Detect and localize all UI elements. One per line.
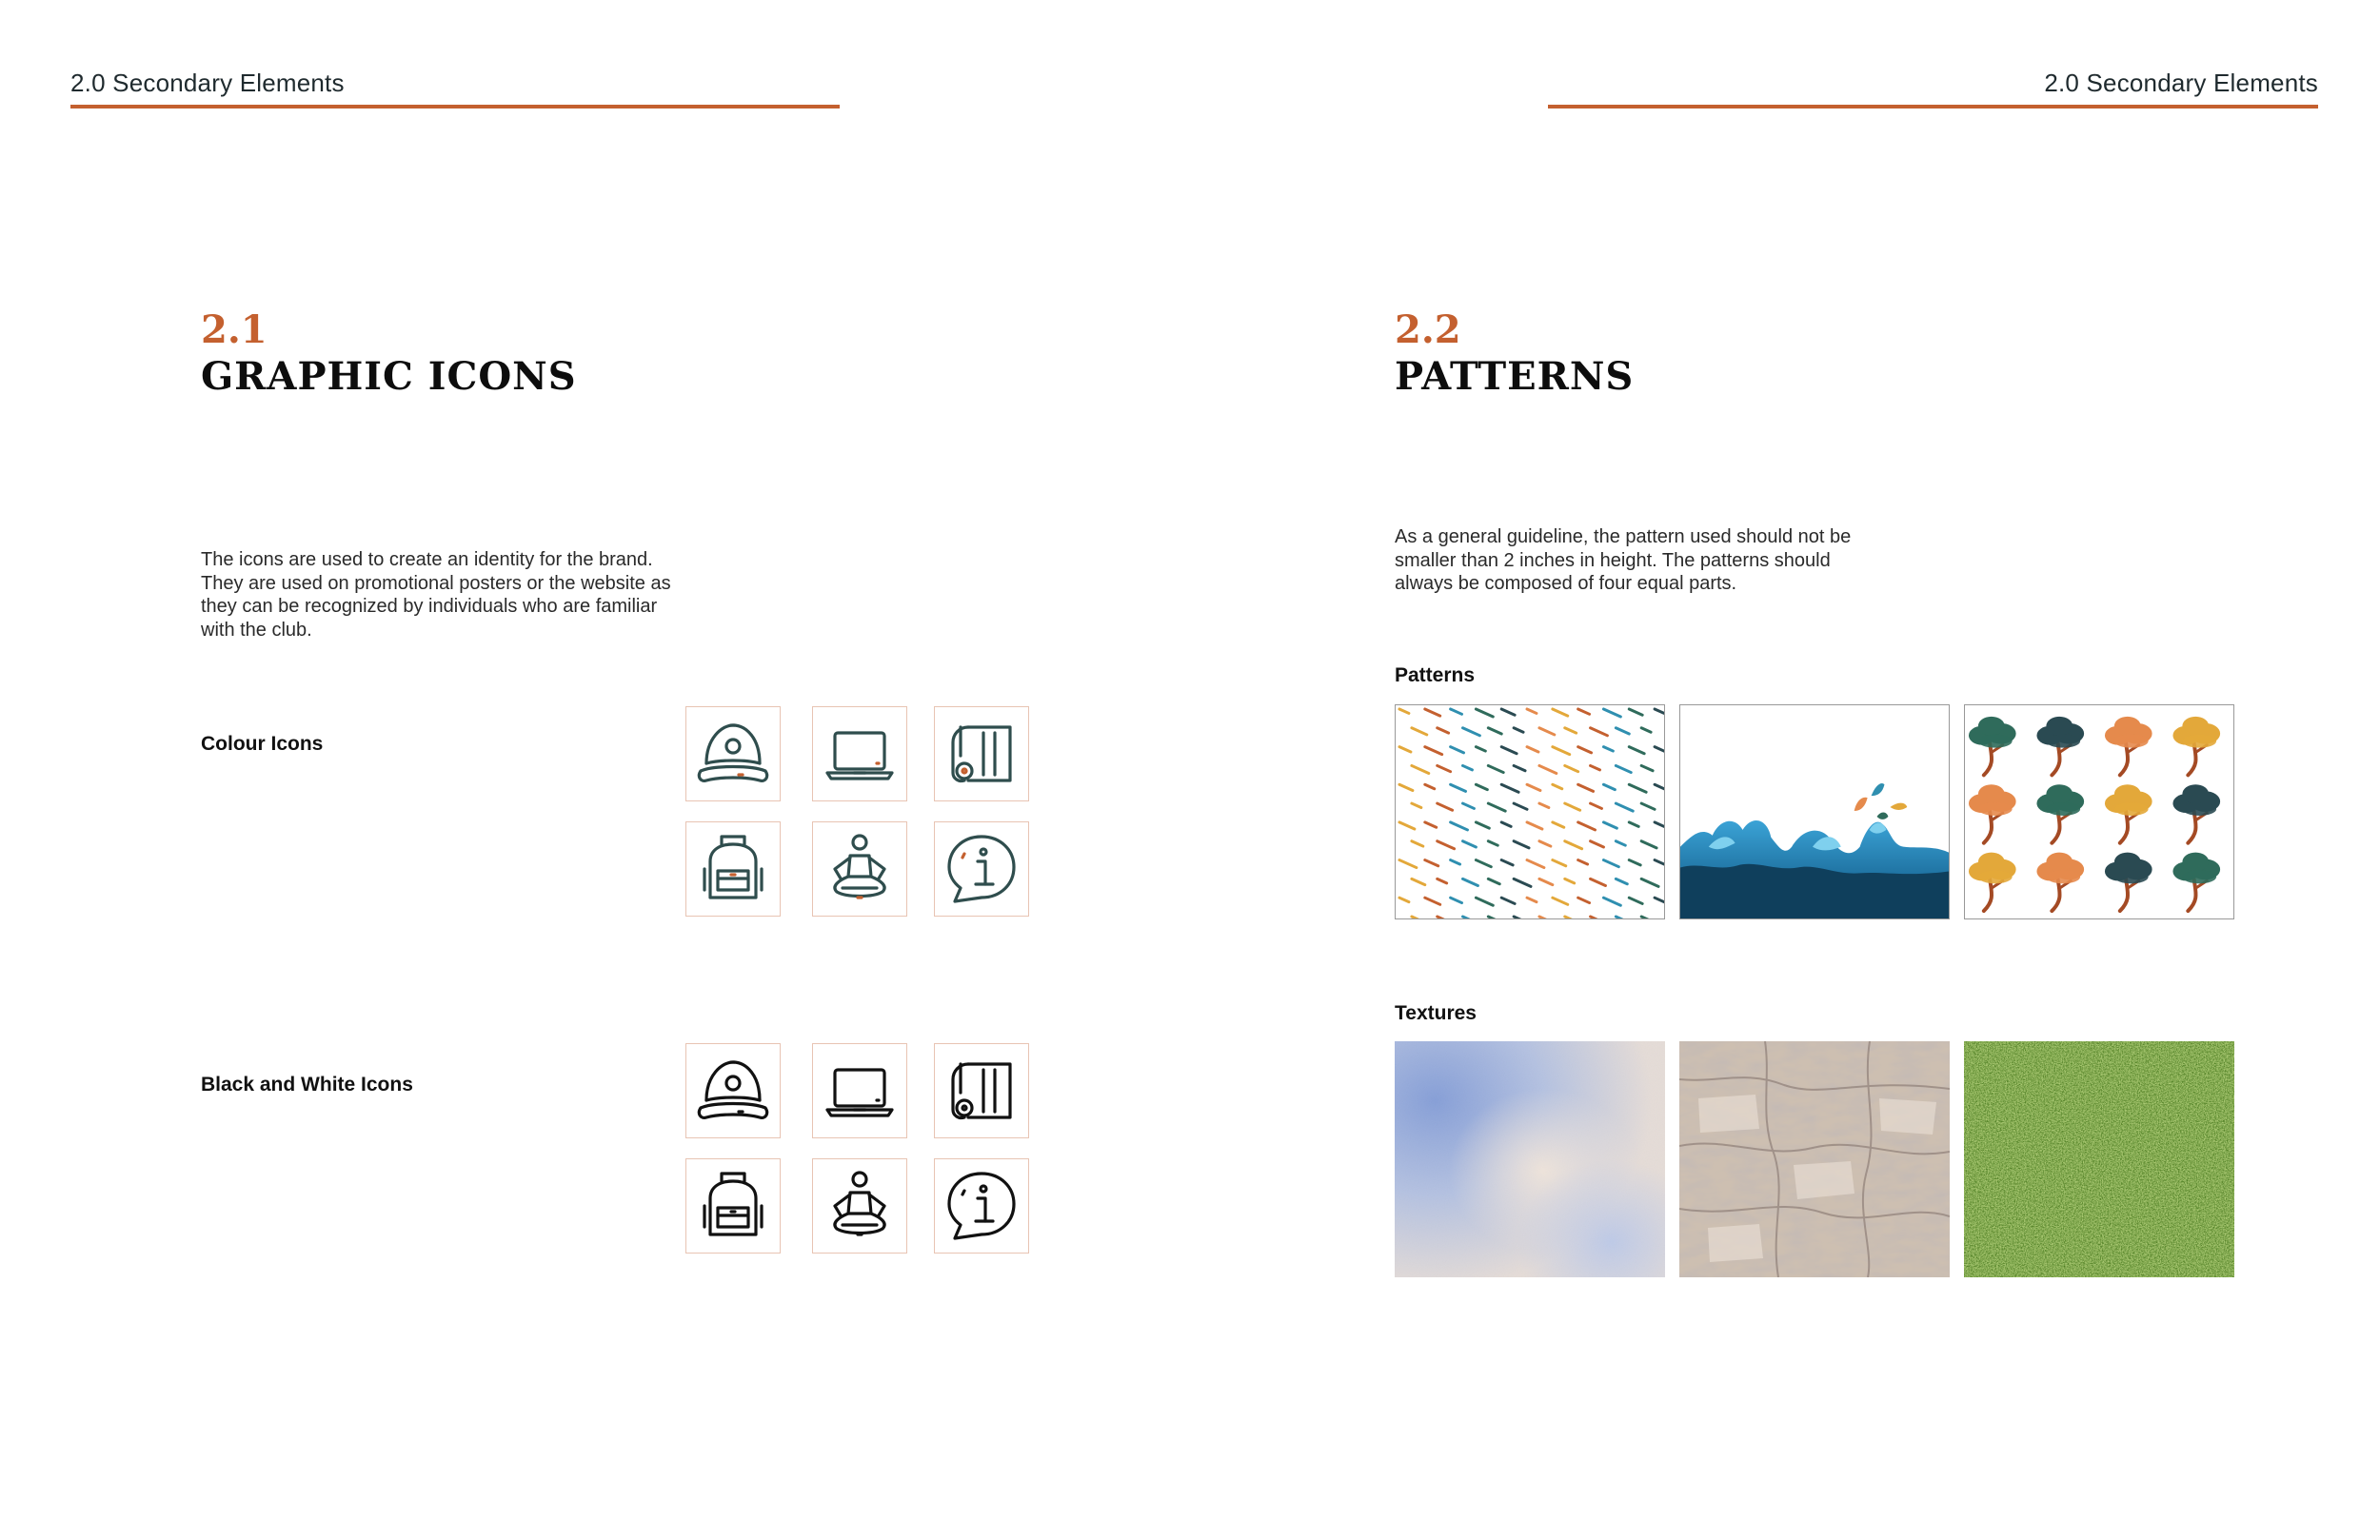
bw-info-bubble-icon bbox=[934, 1158, 1029, 1254]
cap-icon bbox=[693, 1051, 773, 1131]
textures-label: Textures bbox=[1395, 1002, 1477, 1024]
blue-gradient-texture bbox=[1395, 1041, 1665, 1277]
cracked-paint-texture bbox=[1679, 1041, 1950, 1277]
yoga-mat-icon bbox=[942, 1051, 1021, 1131]
meditation-icon bbox=[820, 829, 900, 909]
bw-yoga-mat-icon bbox=[934, 1043, 1029, 1138]
cap-icon bbox=[693, 714, 773, 794]
running-head-right: 2.0 Secondary Elements bbox=[2044, 69, 2318, 97]
yoga-mat-icon bbox=[942, 714, 1021, 794]
section-title-icons: GRAPHIC ICONS bbox=[201, 354, 577, 399]
info-bubble-icon bbox=[942, 829, 1021, 909]
backpack-icon bbox=[693, 829, 773, 909]
bw-laptop-icon bbox=[812, 1043, 907, 1138]
header-rule-left bbox=[70, 105, 840, 109]
patterns-label: Patterns bbox=[1395, 664, 1476, 686]
colour-meditation-icon bbox=[812, 821, 907, 917]
section-number-icons: 2.1 bbox=[201, 307, 268, 352]
icons-description: The icons are used to create an identity for the brand. They are used on promotional posters or the website as they can be recognized by individuals who are familiar with the club. bbox=[201, 549, 671, 641]
colour-backpack-icon bbox=[685, 821, 781, 917]
bw-icons-label: Black and White Icons bbox=[201, 1074, 413, 1096]
bw-meditation-icon bbox=[812, 1158, 907, 1254]
laptop-icon bbox=[820, 1051, 900, 1131]
patterns-description: As a general guideline, the pattern used should not be smaller than 2 inches in height. The patterns should always be composed of four equal parts. bbox=[1395, 526, 1852, 594]
wave-splash-pattern bbox=[1679, 704, 1950, 919]
info-bubble-icon bbox=[942, 1166, 1021, 1246]
bw-backpack-icon bbox=[685, 1158, 781, 1254]
colour-info-bubble-icon bbox=[934, 821, 1029, 917]
grass-texture bbox=[1964, 1041, 2234, 1277]
backpack-icon bbox=[693, 1166, 773, 1246]
confetti-dash-pattern bbox=[1395, 704, 1665, 919]
tree-grid-pattern bbox=[1964, 704, 2234, 919]
section-title-patterns: PATTERNS bbox=[1395, 354, 1635, 399]
running-head-left: 2.0 Secondary Elements bbox=[70, 69, 345, 97]
meditation-icon bbox=[820, 1166, 900, 1246]
section-number-patterns: 2.2 bbox=[1395, 307, 1461, 352]
colour-yoga-mat-icon bbox=[934, 706, 1029, 801]
colour-laptop-icon bbox=[812, 706, 907, 801]
laptop-icon bbox=[820, 714, 900, 794]
bw-cap-icon bbox=[685, 1043, 781, 1138]
colour-icons-label: Colour Icons bbox=[201, 733, 324, 755]
header-rule-right bbox=[1548, 105, 2318, 109]
colour-cap-icon bbox=[685, 706, 781, 801]
